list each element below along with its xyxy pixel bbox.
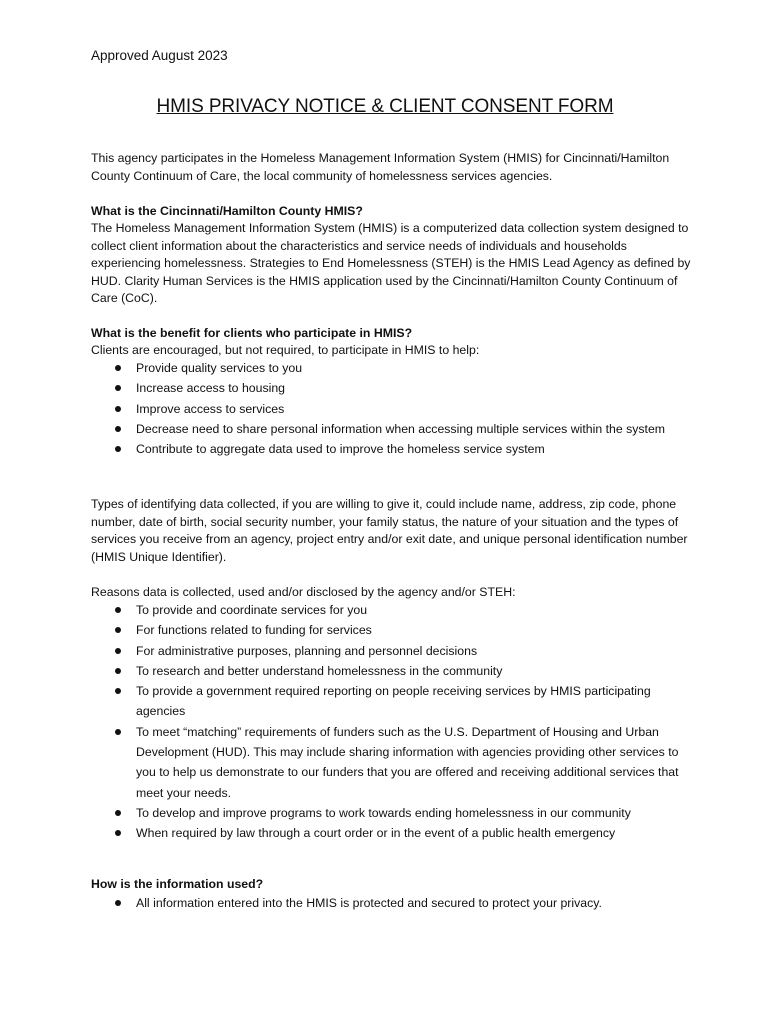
list-item: To develop and improve programs to work towards ending homelessness in our community: [91, 803, 691, 823]
how-used-list: [91, 893, 691, 913]
list-item: To provide and coordinate services for you: [91, 600, 691, 620]
what-is-paragraph: The Homeless Management Information System (HMIS) is a computerized data collection system designed to collect client information about the characteristics and service needs of individuals and households experiencing homelessness. Strategies to End Homelessness (STEH) is the HMIS Lead Agency as defined by HUD. Clarity Human Services is the HMIS application used by the Cincinnati/Hamilton County Continuum of Care (CoC).: [91, 221, 691, 306]
list-item: When required by law through a court order or in the event of a public health emergency: [91, 823, 691, 843]
list-item: To provide a government required reporting on people receiving services by HMIS participating agencies: [91, 681, 691, 722]
intro-paragraph: This agency participates in the Homeless Management Information System (HMIS) for Cincinnati/Hamilton County Continuum of Care, the local community of homelessness services agencies.: [91, 151, 670, 183]
list-item: For functions related to funding for services: [91, 620, 691, 640]
list-item: Contribute to aggregate data used to improve the homeless service system: [91, 439, 691, 459]
list-item: Improve access to services: [91, 399, 691, 419]
reasons-lead: Reasons data is collected, used and/or disclosed by the agency and/or STEH:: [91, 585, 516, 599]
data-types-paragraph: Types of identifying data collected, if you are willing to give it, could include name, address, zip code, phone number, date of birth, social security number, your family status, the nature of your situation and the types of services you receive from an agency, project entry and/or exit date, and unique personal identification number (HMIS Unique Identifier).: [91, 497, 688, 564]
list-item: To research and better understand homelessness in the community: [91, 661, 691, 681]
reasons-list: [91, 600, 691, 844]
list-item: Provide quality services to you: [91, 358, 691, 378]
list-item: To meet “matching” requirements of funders such as the U.S. Department of Housing and Urban Development (HUD). This may include sharing information with agencies providing other services to you to help us demonstrate to our funders that you are offered and receiving additional services that meet your needs.: [91, 722, 691, 803]
list-item: All information entered into the HMIS is protected and secured to protect your privacy.: [91, 893, 691, 913]
how-used-heading: How is the information used?: [91, 877, 264, 891]
list-item: Decrease need to share personal information when accessing multiple services within the system: [91, 419, 691, 439]
list-item: For administrative purposes, planning and personnel decisions: [91, 641, 691, 661]
approval-date: Approved August 2023: [91, 48, 228, 63]
benefit-lead: Clients are encouraged, but not required, to participate in HMIS to help:: [91, 343, 480, 357]
what-is-heading: What is the Cincinnati/Hamilton County HMIS?: [91, 204, 363, 218]
benefit-list: [91, 358, 691, 459]
document-title: HMIS PRIVACY NOTICE & CLIENT CONSENT FORM: [156, 96, 614, 117]
list-item: Increase access to housing: [91, 378, 691, 398]
benefit-heading: What is the benefit for clients who participate in HMIS?: [91, 326, 413, 340]
